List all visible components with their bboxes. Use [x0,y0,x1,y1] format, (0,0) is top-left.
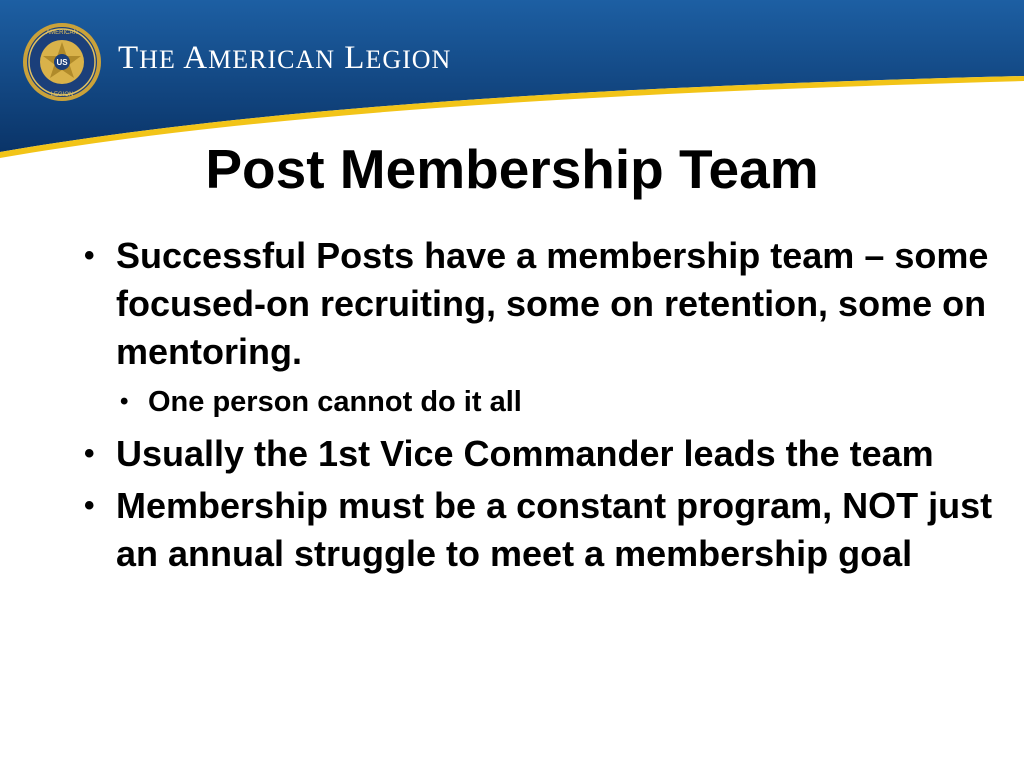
sub-bullet-text: One person cannot do it all [148,386,522,418]
bullet-item [80,482,1010,578]
svg-text:AMERICAN: AMERICAN [46,30,78,36]
bullet-icon: • [120,388,129,415]
bullet-icon: • [84,437,95,470]
svg-text:US: US [56,58,68,67]
bullet-item [80,232,1010,376]
bullet-icon: • [84,489,95,522]
slide-title: Post Membership Team [205,138,819,200]
svg-text:LEGION: LEGION [50,92,74,98]
bullet-text: Usually the 1st Vice Commander leads the team [116,433,934,474]
bullet-icon: • [84,239,95,272]
sub-bullet-item [80,380,1010,424]
bullet-item [80,430,1010,478]
american-legion-emblem-icon [22,22,102,102]
bullet-text: Membership must be a constant program, NOT just an annual struggle to meet a membership goal [116,485,993,574]
organization-name: THE AMERICAN LEGION [118,40,452,76]
bullet-text: Successful Posts have a membership team – some focused-on recruiting, some on retention, some on mentoring. [116,235,989,372]
bullet-list [80,232,1010,582]
